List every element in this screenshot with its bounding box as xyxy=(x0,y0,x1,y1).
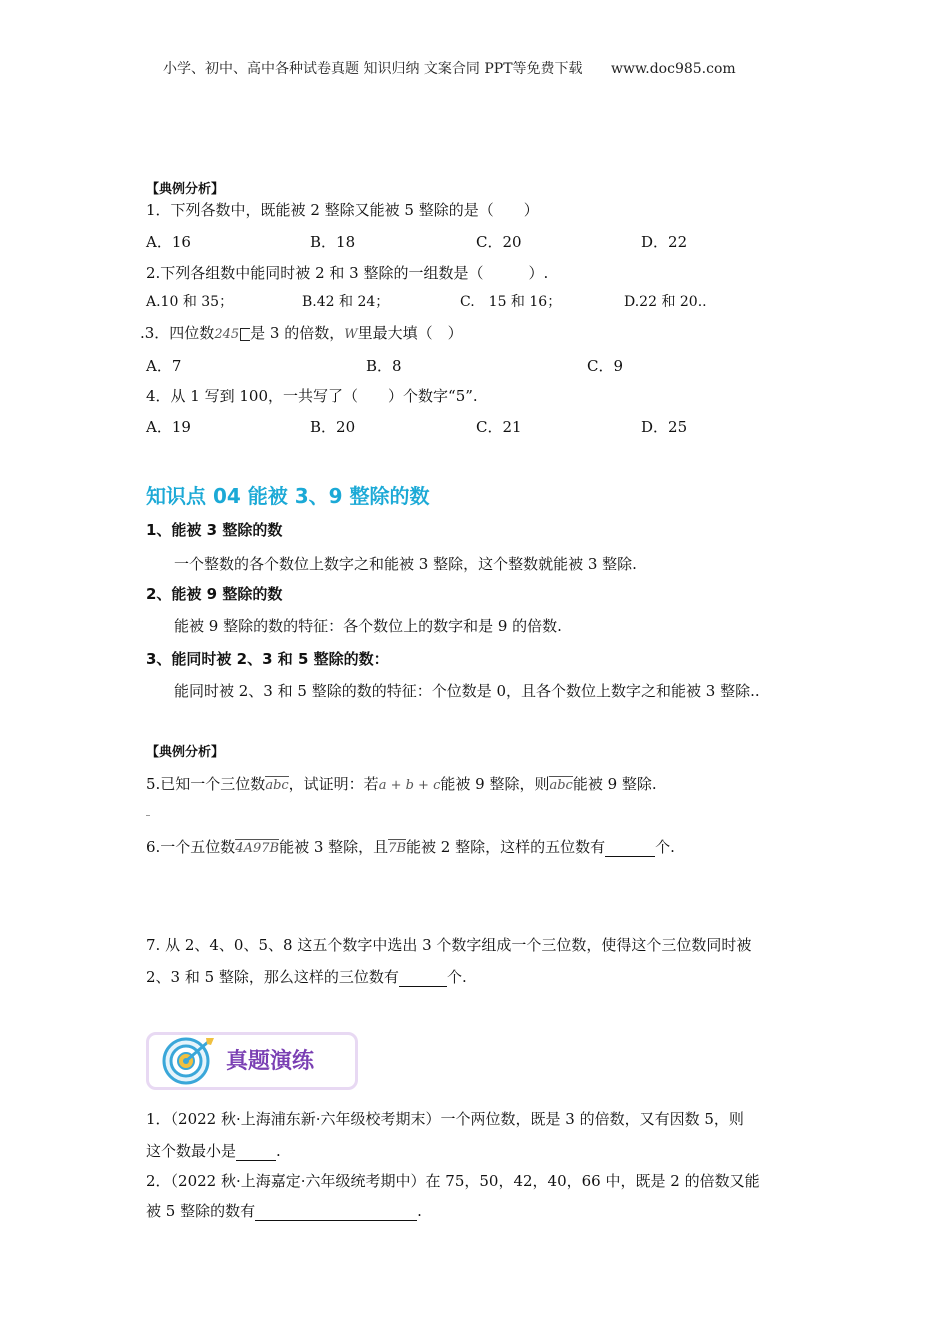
q1-option-a: A．16 xyxy=(146,233,191,251)
practice-2-line-1: 2．（2022 秋·上海嘉定·六年级统考期中）在 75，50，42，40，66 中，既是 2 的倍数又能 xyxy=(146,1172,760,1190)
subsection-3-title: 3、能同时被 2、3 和 5 整除的数： xyxy=(146,650,389,668)
q4-option-c: C．21 xyxy=(476,418,522,436)
q7-answer-blank[interactable] xyxy=(399,968,447,987)
question-6 xyxy=(146,836,675,857)
q1-option-c: C．20 xyxy=(476,233,522,251)
question-2: 2.下列各组数中能同时被 2 和 3 整除的一组数是（ ）. xyxy=(146,264,549,282)
question-7-line-1: 7. 从 2、4、0、5、8 这五个数字中选出 3 个数字组成一个三位数，使得这个三位数同时被 xyxy=(146,936,752,954)
header-text: 小学、初中、高中各种试卷真题 知识归纳 文案合同 PPT等免费下载 xyxy=(163,61,583,77)
q5-text-4: 能被 9 整除. xyxy=(572,775,657,793)
q5-text-3: 能被 9 整除，则 xyxy=(440,775,550,793)
q2-option-d: D.22 和 20.. xyxy=(624,294,707,310)
q3-option-b: B．8 xyxy=(366,357,402,375)
question-4: 4．从 1 写到 100，一共写了（ ）个数字“5”. xyxy=(146,387,478,405)
subsection-1-title: 1、能被 3 整除的数 xyxy=(146,521,283,539)
q5-abc-2: abc xyxy=(549,778,573,793)
q1-option-d: D．22 xyxy=(641,233,688,251)
subsection-3-text: 能同时被 2、3 和 5 整除的数的特征：个位数是 0，且各个数位上数字之和能被 3 整除.. xyxy=(174,682,760,700)
p2-text-a: 被 5 整除的数有 xyxy=(146,1202,256,1220)
question-7-line-2 xyxy=(146,966,467,987)
q6-text-3: 能被 2 整除，这样的五位数有 xyxy=(406,838,606,856)
p1-text-a: 这个数最小是 xyxy=(146,1142,237,1160)
q3-option-c: C．9 xyxy=(587,357,624,375)
q3-middle: 是 3 的倍数， xyxy=(250,324,345,342)
question-5 xyxy=(146,773,657,794)
page-header xyxy=(163,58,736,78)
target-icon xyxy=(156,1034,222,1086)
q3-w: W xyxy=(344,327,358,342)
question-1: 1．下列各数中，既能被 2 整除又能被 5 整除的是（ ） xyxy=(146,201,539,219)
q5-abc: abc xyxy=(265,778,289,793)
q6-text-4: 个. xyxy=(655,838,675,856)
banner-title: 真题演练 xyxy=(226,1049,315,1074)
q3-suffix: 里最大填（ ） xyxy=(357,324,463,342)
question-3 xyxy=(140,322,463,343)
stray-mark xyxy=(146,815,150,816)
example-analysis-tag-2: 【典例分析】 xyxy=(146,745,225,760)
q4-option-d: D．25 xyxy=(641,418,688,436)
p1-text-b: . xyxy=(276,1142,281,1160)
q2-option-a: A.10 和 35； xyxy=(146,294,234,310)
q2-option-c: C. 15 和 16； xyxy=(460,294,562,310)
q6-number: 4A97B xyxy=(235,841,280,856)
q6-answer-blank[interactable] xyxy=(605,838,655,857)
subsection-2-title: 2、能被 9 整除的数 xyxy=(146,585,283,603)
subsection-1-text: 一个整数的各个数位上数字之和能被 3 整除，这个整数就能被 3 整除. xyxy=(174,555,637,573)
q6-text-1: 6.一个五位数 xyxy=(146,838,236,856)
header-site[interactable]: www.doc985.com xyxy=(610,61,736,77)
q3-number: 245 xyxy=(214,327,240,342)
example-analysis-tag: 【典例分析】 xyxy=(146,182,225,197)
knowledge-point-title: 知识点 04 能被 3、9 整除的数 xyxy=(146,484,430,508)
q4-option-b: B．20 xyxy=(310,418,356,436)
practice-1-line-2 xyxy=(146,1140,281,1161)
q5-text-2: ，试证明：若 xyxy=(288,775,379,793)
q5-text-1: 5.已知一个三位数 xyxy=(146,775,266,793)
q3-option-a: A．7 xyxy=(146,357,182,375)
q4-option-a: A．19 xyxy=(146,418,191,436)
practice-1-line-1: 1．（2022 秋·上海浦东新·六年级校考期末）一个两位数，既是 3 的倍数，又有因数 5，则 xyxy=(146,1110,744,1128)
p1-answer-blank[interactable] xyxy=(236,1142,276,1161)
q3-prefix: .3．四位数 xyxy=(140,324,215,342)
p2-text-b: . xyxy=(417,1202,422,1220)
q7-text-a: 2、3 和 5 整除，那么这样的三位数有 xyxy=(146,968,399,986)
q6-number-2: 7B xyxy=(388,841,406,856)
q2-option-b: B.42 和 24； xyxy=(302,294,390,310)
q1-option-b: B．18 xyxy=(310,233,356,251)
practice-2-line-2 xyxy=(146,1200,422,1221)
q7-text-b: 个. xyxy=(446,968,467,986)
square-blank-icon xyxy=(240,328,250,341)
p2-answer-blank[interactable] xyxy=(255,1202,417,1221)
subsection-2-text: 能被 9 整除的数的特征：各个数位上的数字和是 9 的倍数. xyxy=(174,617,562,635)
q5-sum: a + b + c xyxy=(378,778,441,793)
q6-text-2: 能被 3 整除，且 xyxy=(279,838,389,856)
practice-banner xyxy=(146,1032,358,1090)
